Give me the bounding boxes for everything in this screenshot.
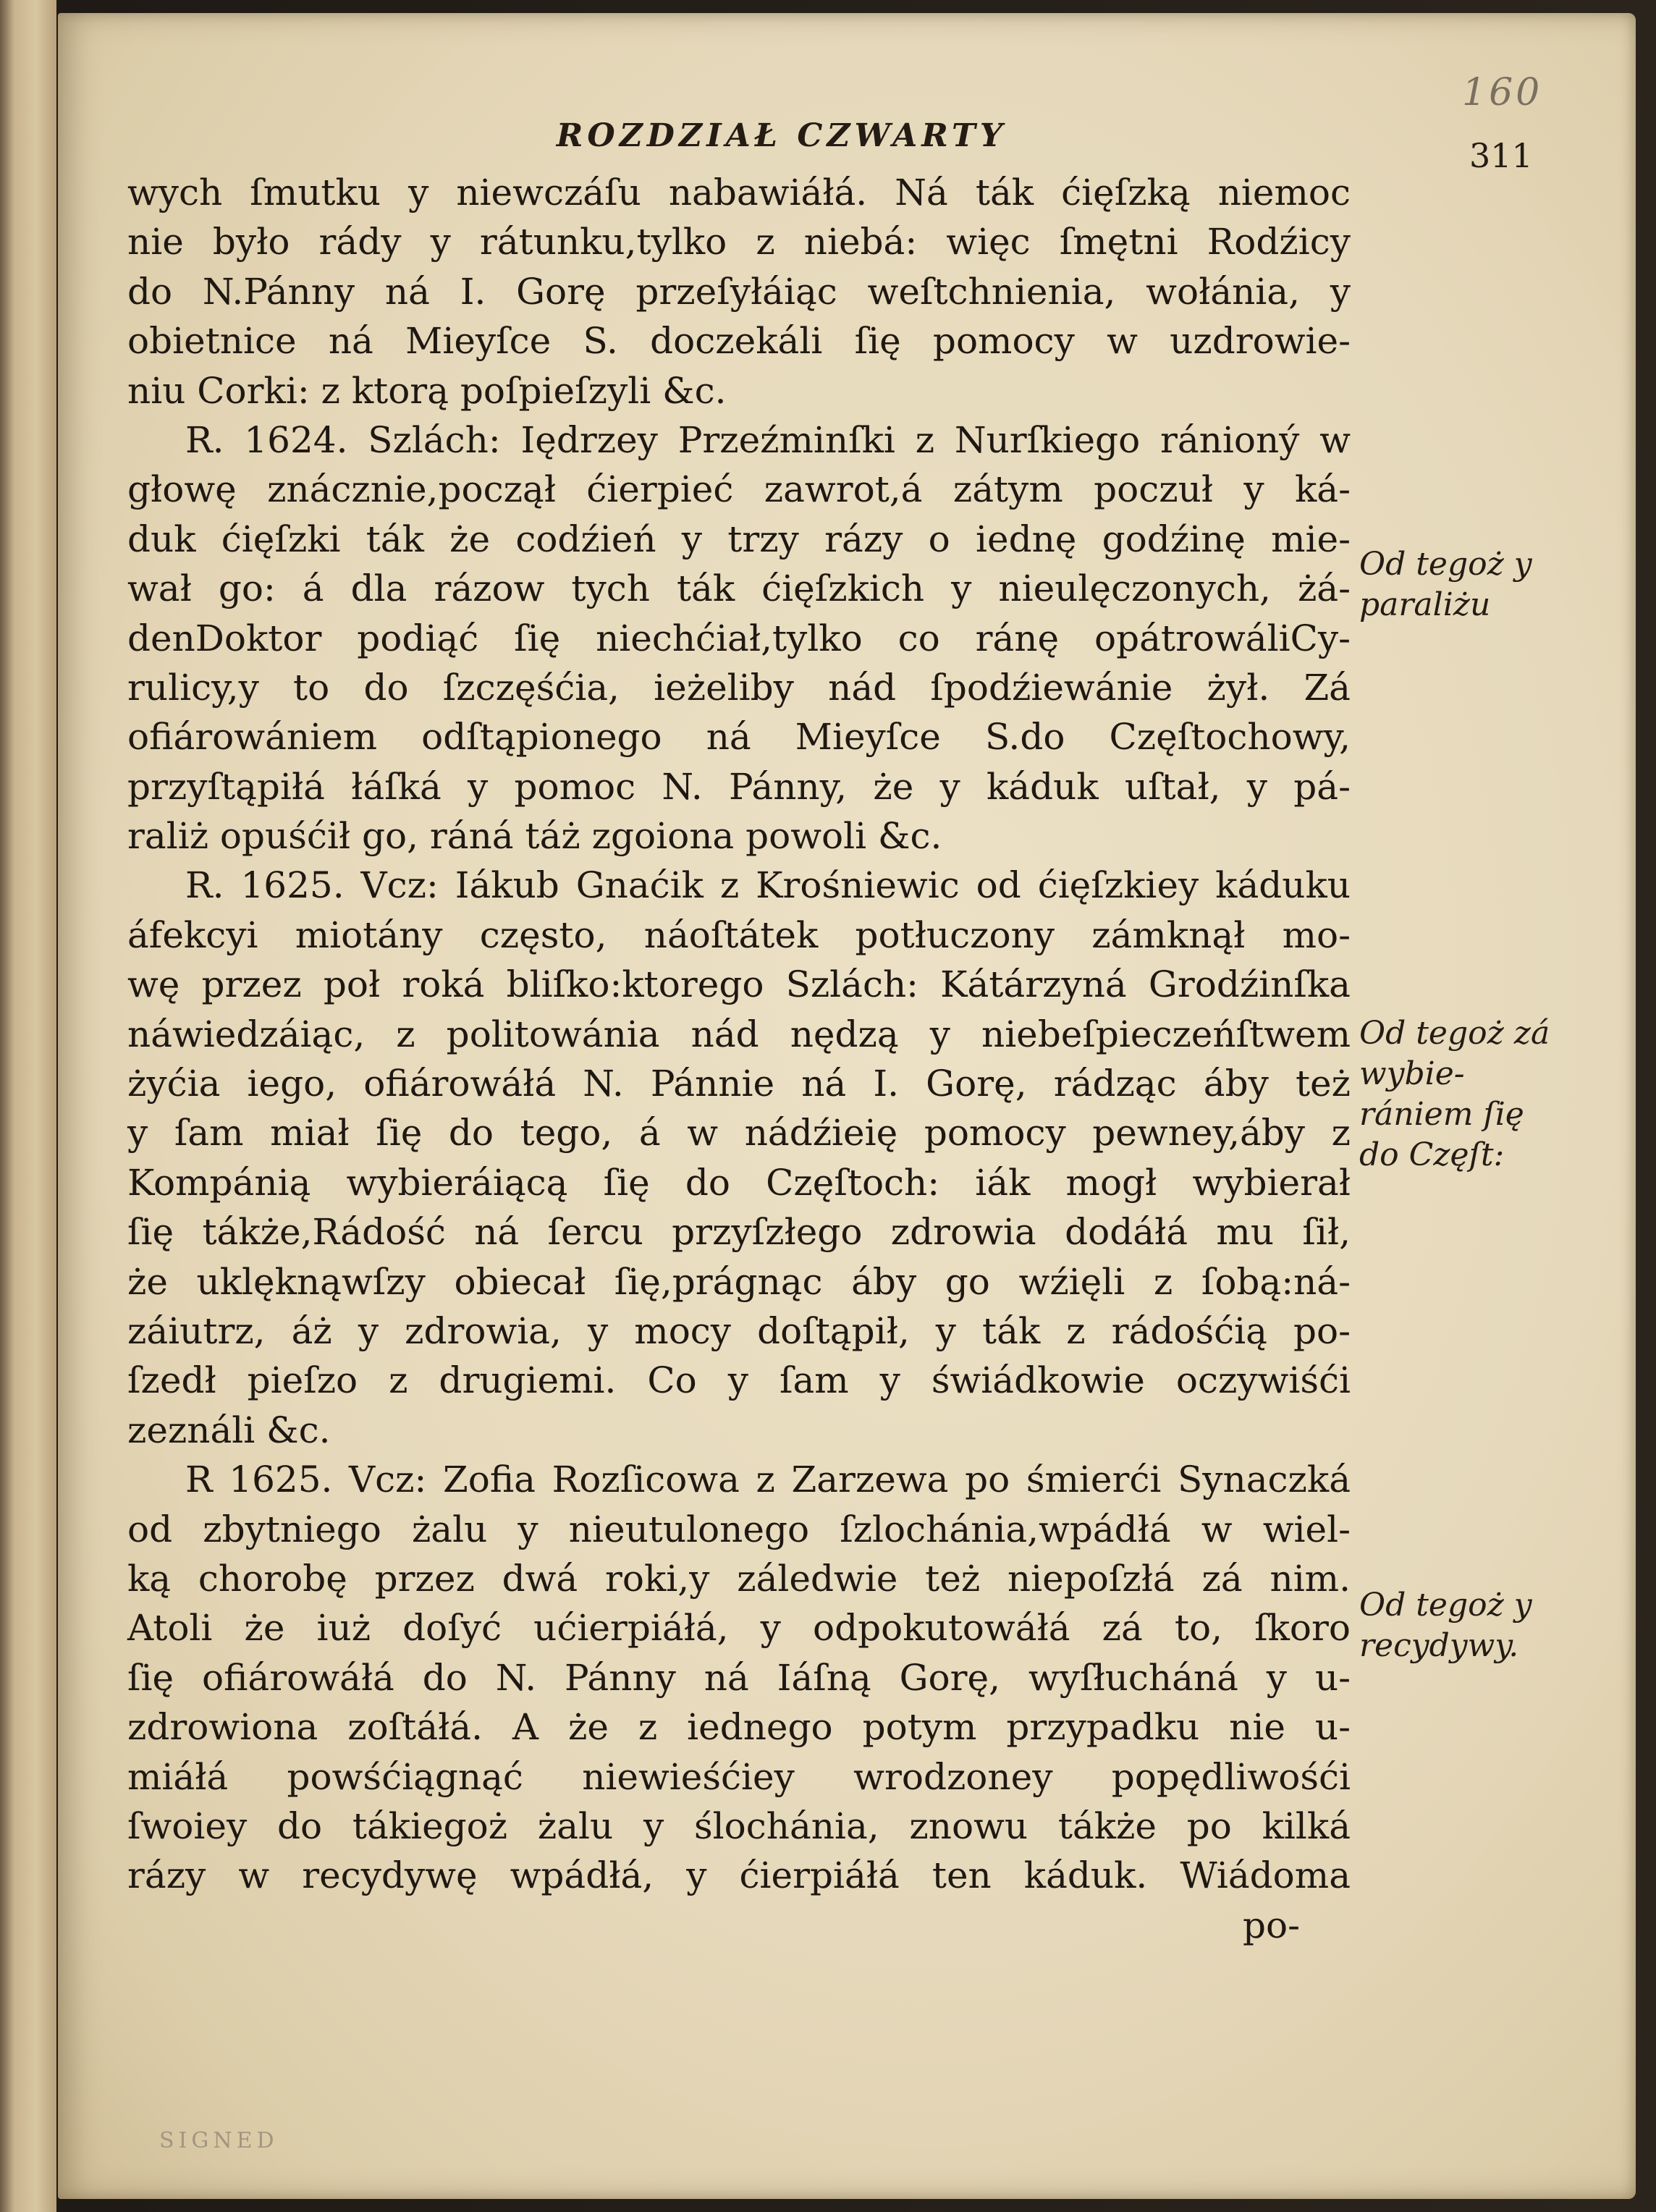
text-line: do N.Pánny ná I. Gorę przeſyłáiąc weſtchnienia, wołánia, y	[127, 270, 1351, 313]
text-line: obietnice ná Mieyſce S. doczekáli ſię pomocy w uzdrowie-	[127, 320, 1351, 363]
text-line: Atoli że iuż doſyć ućierpiáłá, y odpokutowáłá zá to, ſkoro	[127, 1607, 1351, 1650]
margin-note: Od tegoż y recydywy.	[1359, 1587, 1532, 1664]
faint-bottom-mark: SIGNED	[159, 2128, 279, 2153]
text-line: rázy w recydywę wpádłá, y ćierpiáłá ten káduk. Wiádoma	[127, 1854, 1351, 1897]
text-line: denDoktor podiąć ſię niechćiał,tylko co ránę opátrowáliCy-	[127, 617, 1351, 659]
text-line: ſię ofiárowáłá do N. Pánny ná Iáſną Gorę, wyſłucháná y u-	[127, 1656, 1351, 1699]
text-line: głowę znácznie,począł ćierpieć zawrot,á zátym poczuł y ká-	[127, 468, 1351, 511]
text-line: ſię tákże,Rádość ná ſercu przyſzłego zdrowia dodáłá mu ſił,	[127, 1211, 1351, 1254]
text-line: wych ſmutku y niewczáſu nabawiáłá. Ná ták ćięſzką niemoc	[127, 172, 1351, 214]
text-line: miáłá powśćiągnąć niewieśćiey wrodzoney popędliwośći	[127, 1755, 1351, 1798]
text-line: że uklęknąwſzy obiecał ſię,prágnąc áby go wźięli z ſobą:ná-	[127, 1260, 1351, 1303]
text-line: niu Corki: z ktorą poſpieſzyli &c.	[127, 369, 727, 412]
text-line: nie było rády y rátunku,tylko z niebá: więc ſmętni Rodźicy	[127, 221, 1351, 263]
text-line: záiutrz, áż y zdrowia, y mocy doſtąpił, y ták z rádośćią po-	[127, 1309, 1351, 1352]
text-line: rulicy,y to do ſzczęśćia, ieżeliby nád ſpodźiewánie żył. Zá	[127, 666, 1351, 709]
catchword: po-	[1242, 1904, 1300, 1946]
text-line: R. 1625. Vcz: Iákub Gnaćik z Krośniewic od ćięſzkiey káduku	[185, 864, 1351, 907]
text-line: zdrowiona zoſtáłá. A że z iednego potym przypadku nie u-	[127, 1706, 1351, 1749]
body-text	[127, 168, 1351, 1950]
text-line: náwiedzáiąc, z politowánia nád nędzą y niebeſpieczeńſtwem	[127, 1013, 1351, 1055]
text-line: ſwoiey do tákiegoż żalu y ślochánia, znowu tákże po kilká	[127, 1804, 1351, 1847]
handwritten-folio-number: 160	[1462, 71, 1543, 114]
text-line: R. 1624. Szlách: Iędrzey Przeźminſki z Nurſkiego ránioný w	[185, 418, 1351, 461]
text-line: przyſtąpiłá łáſká y pomoc N. Pánny, że y káduk uſtał, y pá-	[127, 765, 1351, 808]
text-line: ſzedł pieſzo z drugiemi. Co y ſam y świádkowie oczywiśći	[127, 1359, 1351, 1402]
text-line: od zbytniego żalu y nieutulonego ſzlochánia,wpádłá w wiel-	[127, 1508, 1351, 1550]
text-line: áfekcyi miotány często, náoſtátek potłuczony zámknął mo-	[127, 913, 1351, 956]
text-line: y ſam miał ſię do tego, á w nádźieię pomocy pewney,áby z	[127, 1112, 1351, 1154]
previous-page-edge	[0, 0, 56, 2212]
text-line: zeználi &c.	[127, 1409, 331, 1451]
text-line: duk ćięſzki ták że codźień y trzy rázy o iednę godźinę mie-	[127, 518, 1351, 560]
text-line: ką chorobę przez dwá roki,y záledwie też niepoſzłá zá nim.	[127, 1557, 1351, 1600]
text-line: wę przez poł roká bliſko:ktorego Szlách: Kátárzyná Grodźinſka	[127, 963, 1351, 1006]
text-line: ofiárowániem odſtąpionego ná Mieyſce S.do Częſtochowy,	[127, 716, 1351, 759]
page-number: 311	[1469, 136, 1533, 175]
text-line: raliż opuśćił go, ráná táż zgoiona powoli &c.	[127, 815, 942, 858]
margin-note: Od tegoż y paraliżu	[1359, 546, 1532, 623]
text-line: wał go: á dla rázow tych ták ćięſzkich y nieulęczonych, żá-	[127, 567, 1351, 610]
text-line: Kompánią wybieráiącą ſię do Częſtoch: iák mogł wybierał	[127, 1161, 1351, 1204]
text-line: żyćia iego, ofiárowáłá N. Pánnie ná I. Gorę, rádząc áby też	[127, 1063, 1351, 1105]
margin-note: Od tegoż zá wybie- rániem ſię do Częſt:	[1359, 1015, 1550, 1173]
running-head: ROZDZIAŁ CZWARTY	[556, 117, 1007, 154]
text-line: R 1625. Vcz: Zofia Rozſicowa z Zarzewa po śmierći Synaczká	[185, 1459, 1351, 1501]
